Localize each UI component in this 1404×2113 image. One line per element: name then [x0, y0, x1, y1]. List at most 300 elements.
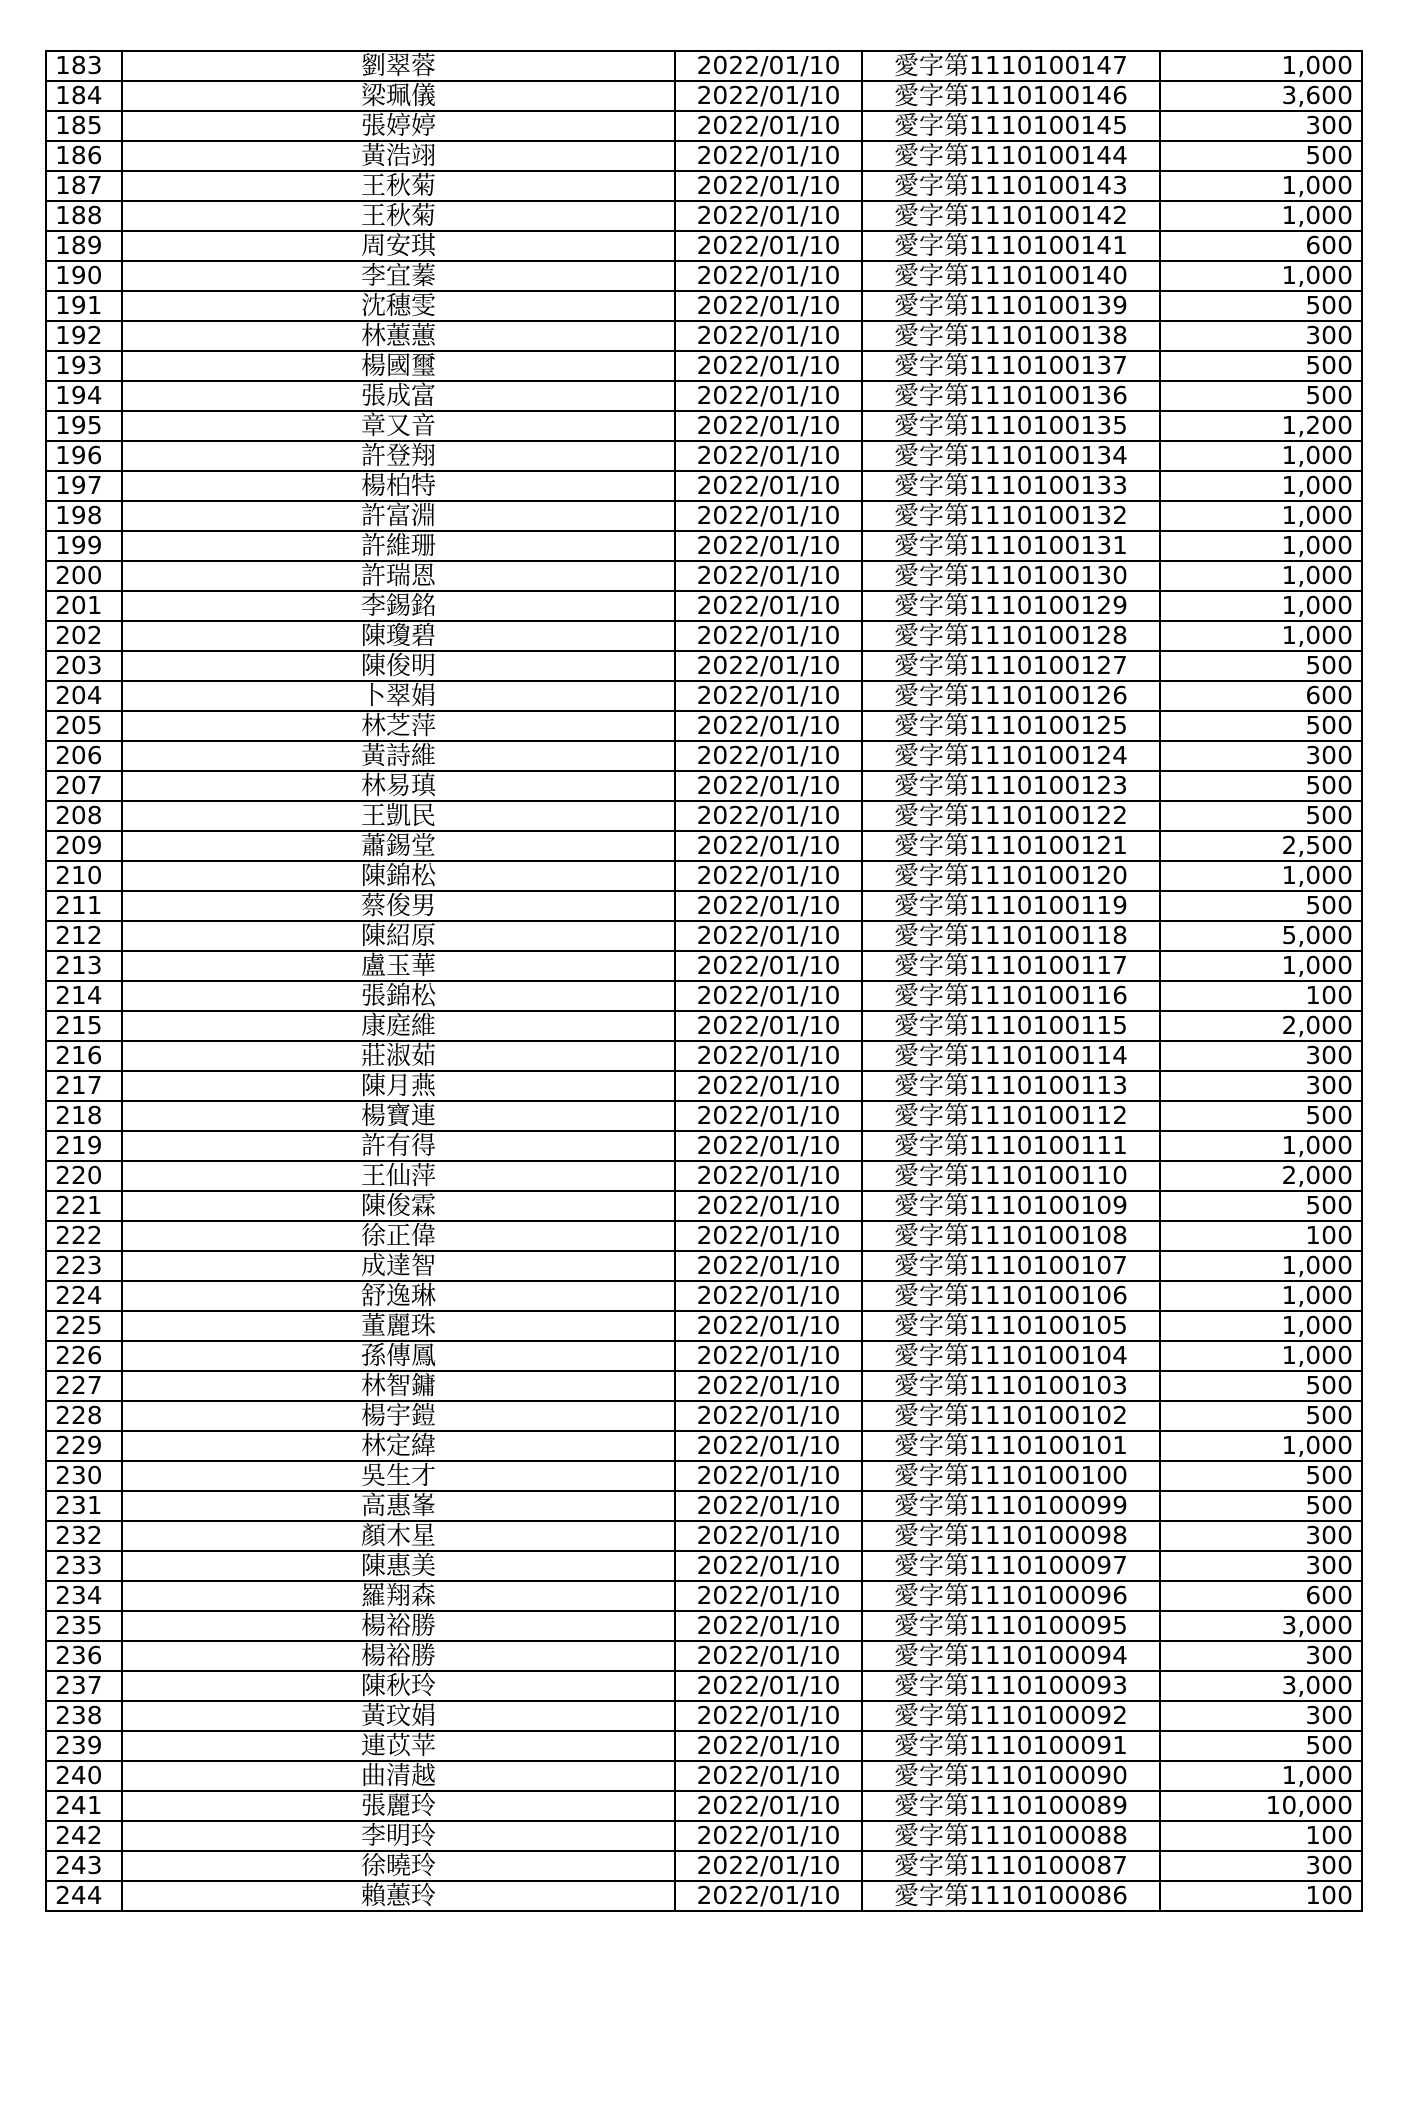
receipt-number-cell: 愛字第1110100110 — [862, 1161, 1160, 1191]
donation-date-cell: 2022/01/10 — [675, 771, 862, 801]
amount-cell: 1,000 — [1160, 561, 1362, 591]
donor-name-cell: 陳俊明 — [122, 651, 675, 681]
table-row — [46, 681, 1362, 711]
table-row — [46, 261, 1362, 291]
donation-date-cell: 2022/01/10 — [675, 831, 862, 861]
receipt-number-cell: 愛字第1110100136 — [862, 381, 1160, 411]
amount-cell: 2,000 — [1160, 1011, 1362, 1041]
donation-date-cell: 2022/01/10 — [675, 1581, 862, 1611]
row-number-cell: 204 — [46, 681, 122, 711]
donation-date-cell: 2022/01/10 — [675, 501, 862, 531]
amount-cell: 3,000 — [1160, 1611, 1362, 1641]
amount-cell: 3,600 — [1160, 81, 1362, 111]
row-number-cell: 194 — [46, 381, 122, 411]
receipt-number-cell: 愛字第1110100119 — [862, 891, 1160, 921]
receipt-number-cell: 愛字第1110100124 — [862, 741, 1160, 771]
donor-name-cell: 陳瓊碧 — [122, 621, 675, 651]
donor-name-cell: 陳秋玲 — [122, 1671, 675, 1701]
donation-date-cell: 2022/01/10 — [675, 1311, 862, 1341]
donor-name-cell: 林智鏞 — [122, 1371, 675, 1401]
receipt-number-cell: 愛字第1110100091 — [862, 1731, 1160, 1761]
table-row — [46, 1731, 1362, 1761]
row-number-cell: 200 — [46, 561, 122, 591]
row-number-cell: 188 — [46, 201, 122, 231]
donor-name-cell: 黃玟娟 — [122, 1701, 675, 1731]
donation-date-cell: 2022/01/10 — [675, 1221, 862, 1251]
row-number-cell: 186 — [46, 141, 122, 171]
receipt-number-cell: 愛字第1110100130 — [862, 561, 1160, 591]
row-number-cell: 216 — [46, 1041, 122, 1071]
table-row — [46, 1671, 1362, 1701]
donor-name-cell: 吳生才 — [122, 1461, 675, 1491]
donor-name-cell: 孫傳鳳 — [122, 1341, 675, 1371]
table-row — [46, 321, 1362, 351]
row-number-cell: 241 — [46, 1791, 122, 1821]
receipt-number-cell: 愛字第1110100088 — [862, 1821, 1160, 1851]
receipt-number-cell: 愛字第1110100118 — [862, 921, 1160, 951]
donor-name-cell: 黃詩維 — [122, 741, 675, 771]
receipt-number-cell: 愛字第1110100092 — [862, 1701, 1160, 1731]
amount-cell: 300 — [1160, 111, 1362, 141]
row-number-cell: 183 — [46, 51, 122, 81]
receipt-number-cell: 愛字第1110100101 — [862, 1431, 1160, 1461]
table-row — [46, 1791, 1362, 1821]
table-row — [46, 1071, 1362, 1101]
receipt-number-cell: 愛字第1110100129 — [862, 591, 1160, 621]
donor-name-cell: 王凱民 — [122, 801, 675, 831]
receipt-number-cell: 愛字第1110100122 — [862, 801, 1160, 831]
receipt-number-cell: 愛字第1110100087 — [862, 1851, 1160, 1881]
donor-name-cell: 顏木星 — [122, 1521, 675, 1551]
donor-name-cell: 梁珮儀 — [122, 81, 675, 111]
amount-cell: 500 — [1160, 711, 1362, 741]
table-row — [46, 1761, 1362, 1791]
receipt-number-cell: 愛字第1110100117 — [862, 951, 1160, 981]
table-row — [46, 1551, 1362, 1581]
table-row — [46, 1821, 1362, 1851]
table-row — [46, 201, 1362, 231]
amount-cell: 1,000 — [1160, 591, 1362, 621]
table-row — [46, 1041, 1362, 1071]
donation-date-cell: 2022/01/10 — [675, 201, 862, 231]
table-row — [46, 861, 1362, 891]
receipt-number-cell: 愛字第1110100115 — [862, 1011, 1160, 1041]
row-number-cell: 191 — [46, 291, 122, 321]
donation-date-cell: 2022/01/10 — [675, 1011, 862, 1041]
receipt-number-cell: 愛字第1110100137 — [862, 351, 1160, 381]
donor-name-cell: 林易瑱 — [122, 771, 675, 801]
table-row — [46, 951, 1362, 981]
table-row — [46, 921, 1362, 951]
row-number-cell: 215 — [46, 1011, 122, 1041]
amount-cell: 500 — [1160, 891, 1362, 921]
table-row — [46, 1581, 1362, 1611]
row-number-cell: 217 — [46, 1071, 122, 1101]
donation-date-cell: 2022/01/10 — [675, 951, 862, 981]
table-row — [46, 1221, 1362, 1251]
table-row — [46, 771, 1362, 801]
donation-date-cell: 2022/01/10 — [675, 1341, 862, 1371]
donor-name-cell: 林芝萍 — [122, 711, 675, 741]
receipt-number-cell: 愛字第1110100093 — [862, 1671, 1160, 1701]
donor-name-cell: 高惠峯 — [122, 1491, 675, 1521]
table-row — [46, 1011, 1362, 1041]
donation-date-cell: 2022/01/10 — [675, 291, 862, 321]
table-row — [46, 981, 1362, 1011]
amount-cell: 500 — [1160, 291, 1362, 321]
amount-cell: 1,000 — [1160, 1761, 1362, 1791]
row-number-cell: 239 — [46, 1731, 122, 1761]
row-number-cell: 220 — [46, 1161, 122, 1191]
donation-date-cell: 2022/01/10 — [675, 261, 862, 291]
table-row — [46, 1851, 1362, 1881]
amount-cell: 600 — [1160, 681, 1362, 711]
amount-cell: 300 — [1160, 1071, 1362, 1101]
table-row — [46, 531, 1362, 561]
donation-date-cell: 2022/01/10 — [675, 51, 862, 81]
table-row — [46, 1521, 1362, 1551]
table-row — [46, 711, 1362, 741]
amount-cell: 1,000 — [1160, 1251, 1362, 1281]
donation-date-cell: 2022/01/10 — [675, 1131, 862, 1161]
row-number-cell: 193 — [46, 351, 122, 381]
amount-cell: 2,000 — [1160, 1161, 1362, 1191]
row-number-cell: 230 — [46, 1461, 122, 1491]
donation-date-cell: 2022/01/10 — [675, 141, 862, 171]
row-number-cell: 199 — [46, 531, 122, 561]
donation-date-cell: 2022/01/10 — [675, 711, 862, 741]
amount-cell: 1,000 — [1160, 51, 1362, 81]
row-number-cell: 218 — [46, 1101, 122, 1131]
donation-date-cell: 2022/01/10 — [675, 231, 862, 261]
receipt-number-cell: 愛字第1110100147 — [862, 51, 1160, 81]
table-row — [46, 111, 1362, 141]
row-number-cell: 202 — [46, 621, 122, 651]
receipt-number-cell: 愛字第1110100146 — [862, 81, 1160, 111]
row-number-cell: 243 — [46, 1851, 122, 1881]
amount-cell: 300 — [1160, 321, 1362, 351]
donor-name-cell: 楊寶連 — [122, 1101, 675, 1131]
table-row — [46, 441, 1362, 471]
amount-cell: 500 — [1160, 381, 1362, 411]
row-number-cell: 185 — [46, 111, 122, 141]
receipt-number-cell: 愛字第1110100127 — [862, 651, 1160, 681]
donor-name-cell: 沈穗雯 — [122, 291, 675, 321]
donation-date-cell: 2022/01/10 — [675, 111, 862, 141]
receipt-number-cell: 愛字第1110100098 — [862, 1521, 1160, 1551]
receipt-number-cell: 愛字第1110100140 — [862, 261, 1160, 291]
amount-cell: 1,000 — [1160, 501, 1362, 531]
row-number-cell: 205 — [46, 711, 122, 741]
row-number-cell: 232 — [46, 1521, 122, 1551]
donation-date-cell: 2022/01/10 — [675, 1371, 862, 1401]
donor-name-cell: 羅翔森 — [122, 1581, 675, 1611]
table-row — [46, 291, 1362, 321]
amount-cell: 500 — [1160, 1191, 1362, 1221]
donor-name-cell: 陳惠美 — [122, 1551, 675, 1581]
donation-date-cell: 2022/01/10 — [675, 1041, 862, 1071]
amount-cell: 500 — [1160, 1731, 1362, 1761]
row-number-cell: 212 — [46, 921, 122, 951]
table-row — [46, 621, 1362, 651]
table-row — [46, 801, 1362, 831]
table-row — [46, 561, 1362, 591]
amount-cell: 600 — [1160, 1581, 1362, 1611]
amount-cell: 500 — [1160, 1101, 1362, 1131]
donation-date-cell: 2022/01/10 — [675, 1551, 862, 1581]
donor-name-cell: 蔡俊男 — [122, 891, 675, 921]
receipt-number-cell: 愛字第1110100120 — [862, 861, 1160, 891]
amount-cell: 1,000 — [1160, 1431, 1362, 1461]
amount-cell: 1,000 — [1160, 441, 1362, 471]
donation-date-cell: 2022/01/10 — [675, 621, 862, 651]
row-number-cell: 198 — [46, 501, 122, 531]
donor-name-cell: 連苡苹 — [122, 1731, 675, 1761]
table-row — [46, 1371, 1362, 1401]
donor-name-cell: 楊國璽 — [122, 351, 675, 381]
row-number-cell: 189 — [46, 231, 122, 261]
amount-cell: 1,000 — [1160, 1131, 1362, 1161]
receipt-number-cell: 愛字第1110100133 — [862, 471, 1160, 501]
donation-date-cell: 2022/01/10 — [675, 381, 862, 411]
donor-name-cell: 蕭錫堂 — [122, 831, 675, 861]
amount-cell: 300 — [1160, 1551, 1362, 1581]
donation-date-cell: 2022/01/10 — [675, 741, 862, 771]
row-number-cell: 206 — [46, 741, 122, 771]
donor-name-cell: 王秋菊 — [122, 201, 675, 231]
amount-cell: 600 — [1160, 231, 1362, 261]
amount-cell: 300 — [1160, 1701, 1362, 1731]
table-row — [46, 1131, 1362, 1161]
receipt-number-cell: 愛字第1110100105 — [862, 1311, 1160, 1341]
table-row — [46, 1431, 1362, 1461]
donor-name-cell: 楊宇鎧 — [122, 1401, 675, 1431]
receipt-number-cell: 愛字第1110100086 — [862, 1881, 1160, 1911]
receipt-number-cell: 愛字第1110100104 — [862, 1341, 1160, 1371]
amount-cell: 1,000 — [1160, 261, 1362, 291]
row-number-cell: 207 — [46, 771, 122, 801]
row-number-cell: 228 — [46, 1401, 122, 1431]
table-row — [46, 1611, 1362, 1641]
donation-table — [45, 50, 1363, 1912]
donation-date-cell: 2022/01/10 — [675, 1431, 862, 1461]
donation-date-cell: 2022/01/10 — [675, 1161, 862, 1191]
donor-name-cell: 許維珊 — [122, 531, 675, 561]
donor-name-cell: 曲清越 — [122, 1761, 675, 1791]
donation-date-cell: 2022/01/10 — [675, 1101, 862, 1131]
receipt-number-cell: 愛字第1110100138 — [862, 321, 1160, 351]
donation-date-cell: 2022/01/10 — [675, 351, 862, 381]
receipt-number-cell: 愛字第1110100135 — [862, 411, 1160, 441]
amount-cell: 300 — [1160, 1851, 1362, 1881]
table-row — [46, 471, 1362, 501]
donation-date-cell: 2022/01/10 — [675, 1071, 862, 1101]
receipt-number-cell: 愛字第1110100116 — [862, 981, 1160, 1011]
donation-date-cell: 2022/01/10 — [675, 1491, 862, 1521]
receipt-number-cell: 愛字第1110100112 — [862, 1101, 1160, 1131]
receipt-number-cell: 愛字第1110100141 — [862, 231, 1160, 261]
row-number-cell: 184 — [46, 81, 122, 111]
donor-name-cell: 張婷婷 — [122, 111, 675, 141]
row-number-cell: 187 — [46, 171, 122, 201]
table-row — [46, 141, 1362, 171]
donation-date-cell: 2022/01/10 — [675, 1641, 862, 1671]
receipt-number-cell: 愛字第1110100142 — [862, 201, 1160, 231]
donation-date-cell: 2022/01/10 — [675, 891, 862, 921]
receipt-number-cell: 愛字第1110100123 — [862, 771, 1160, 801]
amount-cell: 1,000 — [1160, 1311, 1362, 1341]
receipt-number-cell: 愛字第1110100126 — [862, 681, 1160, 711]
donor-name-cell: 楊柏特 — [122, 471, 675, 501]
donor-name-cell: 楊裕勝 — [122, 1641, 675, 1671]
row-number-cell: 192 — [46, 321, 122, 351]
table-row — [46, 1341, 1362, 1371]
receipt-number-cell: 愛字第1110100106 — [862, 1281, 1160, 1311]
row-number-cell: 240 — [46, 1761, 122, 1791]
donation-date-cell: 2022/01/10 — [675, 1671, 862, 1701]
row-number-cell: 244 — [46, 1881, 122, 1911]
row-number-cell: 213 — [46, 951, 122, 981]
donation-date-cell: 2022/01/10 — [675, 1761, 862, 1791]
donor-name-cell: 成達智 — [122, 1251, 675, 1281]
table-row — [46, 591, 1362, 621]
table-row — [46, 1101, 1362, 1131]
row-number-cell: 242 — [46, 1821, 122, 1851]
donation-date-cell: 2022/01/10 — [675, 1791, 862, 1821]
row-number-cell: 222 — [46, 1221, 122, 1251]
amount-cell: 1,000 — [1160, 531, 1362, 561]
row-number-cell: 209 — [46, 831, 122, 861]
donation-date-cell: 2022/01/10 — [675, 681, 862, 711]
receipt-number-cell: 愛字第1110100090 — [862, 1761, 1160, 1791]
row-number-cell: 234 — [46, 1581, 122, 1611]
receipt-number-cell: 愛字第1110100097 — [862, 1551, 1160, 1581]
table-row — [46, 891, 1362, 921]
row-number-cell: 223 — [46, 1251, 122, 1281]
row-number-cell: 237 — [46, 1671, 122, 1701]
amount-cell: 100 — [1160, 1221, 1362, 1251]
row-number-cell: 231 — [46, 1491, 122, 1521]
donor-name-cell: 王秋菊 — [122, 171, 675, 201]
row-number-cell: 210 — [46, 861, 122, 891]
amount-cell: 1,000 — [1160, 861, 1362, 891]
amount-cell: 100 — [1160, 1881, 1362, 1911]
receipt-number-cell: 愛字第1110100108 — [862, 1221, 1160, 1251]
table-row — [46, 1311, 1362, 1341]
donor-name-cell: 陳月燕 — [122, 1071, 675, 1101]
amount-cell: 10,000 — [1160, 1791, 1362, 1821]
donation-date-cell: 2022/01/10 — [675, 531, 862, 561]
donor-name-cell: 王仙萍 — [122, 1161, 675, 1191]
donor-name-cell: 陳錦松 — [122, 861, 675, 891]
receipt-number-cell: 愛字第1110100095 — [862, 1611, 1160, 1641]
table-row — [46, 411, 1362, 441]
donation-date-cell: 2022/01/10 — [675, 1611, 862, 1641]
donation-date-cell: 2022/01/10 — [675, 81, 862, 111]
amount-cell: 300 — [1160, 1641, 1362, 1671]
amount-cell: 500 — [1160, 771, 1362, 801]
amount-cell: 500 — [1160, 351, 1362, 381]
donor-name-cell: 張錦松 — [122, 981, 675, 1011]
receipt-number-cell: 愛字第1110100113 — [862, 1071, 1160, 1101]
table-row — [46, 831, 1362, 861]
amount-cell: 1,000 — [1160, 171, 1362, 201]
donation-date-cell: 2022/01/10 — [675, 471, 862, 501]
receipt-number-cell: 愛字第1110100089 — [862, 1791, 1160, 1821]
donation-date-cell: 2022/01/10 — [675, 1881, 862, 1911]
donor-name-cell: 周安琪 — [122, 231, 675, 261]
donor-name-cell: 盧玉華 — [122, 951, 675, 981]
row-number-cell: 208 — [46, 801, 122, 831]
donation-date-cell: 2022/01/10 — [675, 1191, 862, 1221]
donor-name-cell: 楊裕勝 — [122, 1611, 675, 1641]
table-row — [46, 651, 1362, 681]
receipt-number-cell: 愛字第1110100145 — [862, 111, 1160, 141]
receipt-number-cell: 愛字第1110100125 — [862, 711, 1160, 741]
table-row — [46, 51, 1362, 81]
table-row — [46, 1191, 1362, 1221]
receipt-number-cell: 愛字第1110100107 — [862, 1251, 1160, 1281]
amount-cell: 1,000 — [1160, 201, 1362, 231]
receipt-number-cell: 愛字第1110100114 — [862, 1041, 1160, 1071]
donor-name-cell: 張成富 — [122, 381, 675, 411]
donation-date-cell: 2022/01/10 — [675, 1851, 862, 1881]
row-number-cell: 229 — [46, 1431, 122, 1461]
donation-date-cell: 2022/01/10 — [675, 591, 862, 621]
donation-date-cell: 2022/01/10 — [675, 171, 862, 201]
donor-name-cell: 許富淵 — [122, 501, 675, 531]
donor-name-cell: 許瑞恩 — [122, 561, 675, 591]
row-number-cell: 221 — [46, 1191, 122, 1221]
receipt-number-cell: 愛字第1110100139 — [862, 291, 1160, 321]
receipt-number-cell: 愛字第1110100094 — [862, 1641, 1160, 1671]
row-number-cell: 196 — [46, 441, 122, 471]
amount-cell: 500 — [1160, 1461, 1362, 1491]
donor-name-cell: 徐正偉 — [122, 1221, 675, 1251]
donor-name-cell: 黃浩翊 — [122, 141, 675, 171]
receipt-number-cell: 愛字第1110100109 — [862, 1191, 1160, 1221]
table-row — [46, 501, 1362, 531]
donation-date-cell: 2022/01/10 — [675, 1701, 862, 1731]
row-number-cell: 236 — [46, 1641, 122, 1671]
amount-cell: 500 — [1160, 1371, 1362, 1401]
row-number-cell: 195 — [46, 411, 122, 441]
donor-name-cell: 陳紹原 — [122, 921, 675, 951]
donor-name-cell: 李錫銘 — [122, 591, 675, 621]
donor-name-cell: 徐曉玲 — [122, 1851, 675, 1881]
donation-date-cell: 2022/01/10 — [675, 1401, 862, 1431]
table-row — [46, 351, 1362, 381]
donation-date-cell: 2022/01/10 — [675, 981, 862, 1011]
donor-name-cell: 董麗珠 — [122, 1311, 675, 1341]
receipt-number-cell: 愛字第1110100134 — [862, 441, 1160, 471]
amount-cell: 1,000 — [1160, 471, 1362, 501]
row-number-cell: 203 — [46, 651, 122, 681]
table-row — [46, 381, 1362, 411]
row-number-cell: 201 — [46, 591, 122, 621]
donation-date-cell: 2022/01/10 — [675, 1731, 862, 1761]
table-row — [46, 231, 1362, 261]
table-row — [46, 1281, 1362, 1311]
row-number-cell: 235 — [46, 1611, 122, 1641]
row-number-cell: 225 — [46, 1311, 122, 1341]
donor-name-cell: 章又音 — [122, 411, 675, 441]
amount-cell: 1,200 — [1160, 411, 1362, 441]
amount-cell: 1,000 — [1160, 621, 1362, 651]
table-row — [46, 1461, 1362, 1491]
table-row — [46, 1491, 1362, 1521]
receipt-number-cell: 愛字第1110100099 — [862, 1491, 1160, 1521]
